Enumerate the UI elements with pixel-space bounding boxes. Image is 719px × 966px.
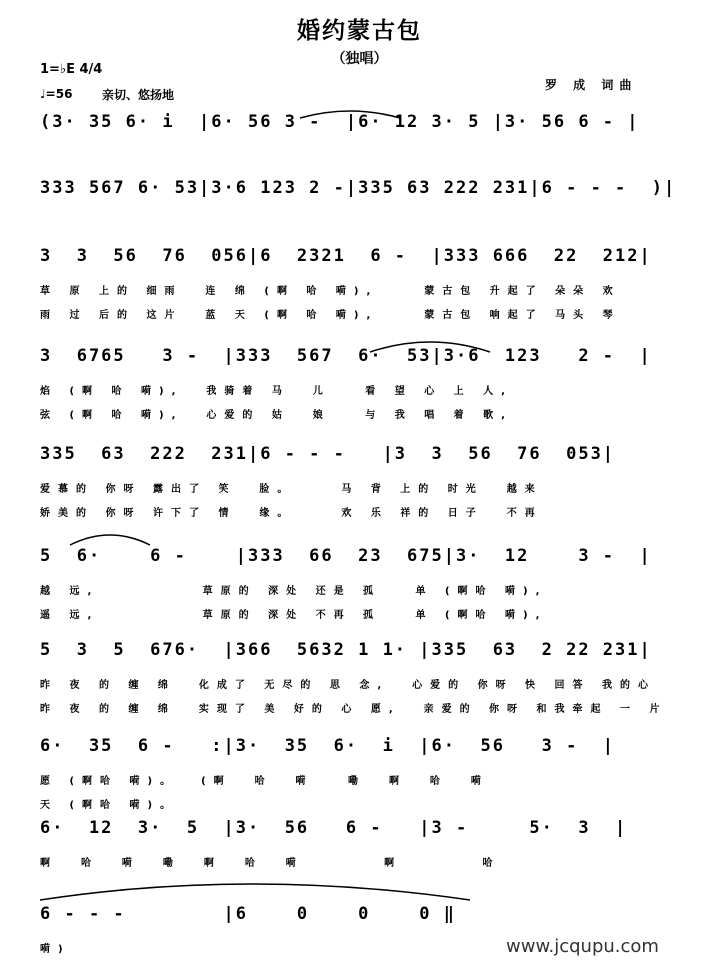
lyric-line: 焰 (啊 哈 嗬), 我骑着 马 儿 看 望 心 上 人, — [40, 386, 513, 397]
expression-marking: 亲切、悠扬地 — [102, 88, 175, 102]
lyric-line: 娇美的 你呀 许下了 情 缘。 欢 乐 祥的 日子 不再 — [40, 508, 543, 519]
lyric-line: 草 原 上的 细雨 连 绵 (啊 哈 嗬), 蒙古包 升起了 朵朵 欢 — [40, 286, 621, 297]
lyric-line: 昨 夜 的 缠 绵 化成了 无尽的 思 念, 心爱的 你呀 快 回答 我的心 — [40, 680, 657, 691]
notation-row: 5 6· 6 - |333 66 23 675|3· 12 3 - | — [40, 546, 652, 566]
notation-row: 6· 12 3· 5 |3· 56 6 - |3 - 5· 3 | — [40, 818, 628, 838]
site-watermark: www.jcqupu.com — [506, 936, 659, 957]
lyric-line: 遥 远, 草原的 深处 不再 孤 单 (啊哈 嗬), — [40, 610, 548, 621]
lyric-line: 愿 (啊哈 嗬)。 (啊 哈 嗬 嘞 啊 哈 嗬 — [40, 776, 489, 787]
score-subtitle: （独唱） — [331, 51, 388, 67]
notation-row: 3 3 56 76 056|6 2321 6 - |333 666 22 212| — [40, 246, 652, 266]
lyric-line: 昨 夜 的 缠 绵 实现了 美 好的 心 愿, 亲爱的 你呀 和我牵起 一 片 — [40, 704, 668, 715]
notation-row: 6· 35 6 - :|3· 35 6· i |6· 56 3 - | — [40, 736, 616, 756]
slur-mark — [40, 884, 470, 900]
lyric-line: 天 (啊哈 嗬)。 — [40, 800, 179, 811]
tempo-marking: ♩=56 — [40, 87, 73, 101]
notation-row: 5 3 5 676· |366 5632 1 1· |335 63 2 22 231| — [40, 640, 652, 660]
lyric-line: 弦 (啊 哈 嗬), 心爱的 姑 娘 与 我 唱 着 歌, — [40, 410, 513, 421]
lyric-line: 嗬) — [40, 944, 71, 955]
lyric-line: 雨 过 后的 这片 蓝 天 (啊 哈 嗬), 蒙古包 响起了 马头 琴 — [40, 310, 621, 321]
composer-credit: 罗 成 词曲 — [545, 78, 638, 92]
notation-row: 6 - - - |6 0 0 0 ‖ — [40, 904, 456, 924]
lyric-line: 越 远, 草原的 深处 还是 孤 单 (啊哈 嗬), — [40, 586, 548, 597]
key-signature: 1=♭E 4/4 — [40, 62, 103, 77]
slur-mark — [370, 342, 490, 352]
notation-row: 335 63 222 231|6 - - - |3 3 56 76 053| — [40, 444, 616, 464]
slur-mark — [300, 111, 400, 118]
notation-row: (3· 35 6· i |6· 56 3 - |6· 12 3· 5 |3· 56 6 - | — [40, 112, 640, 132]
notation-row: 3 6765 3 - |333 567 6· 53|3·6 123 2 - | — [40, 346, 652, 366]
notation-row: 333 567 6· 53|3·6 123 2 -|335 63 222 231|6 - - - )| — [40, 178, 677, 198]
lyric-line: 爱慕的 你呀 露出了 笑 脸。 马 背 上的 时光 越来 — [40, 484, 543, 495]
lyric-line: 啊 哈 嗬 嘞 啊 哈 嗬 啊 哈 — [40, 858, 501, 869]
score-title: 婚约蒙古包 — [297, 18, 422, 44]
slur-mark — [70, 535, 150, 545]
